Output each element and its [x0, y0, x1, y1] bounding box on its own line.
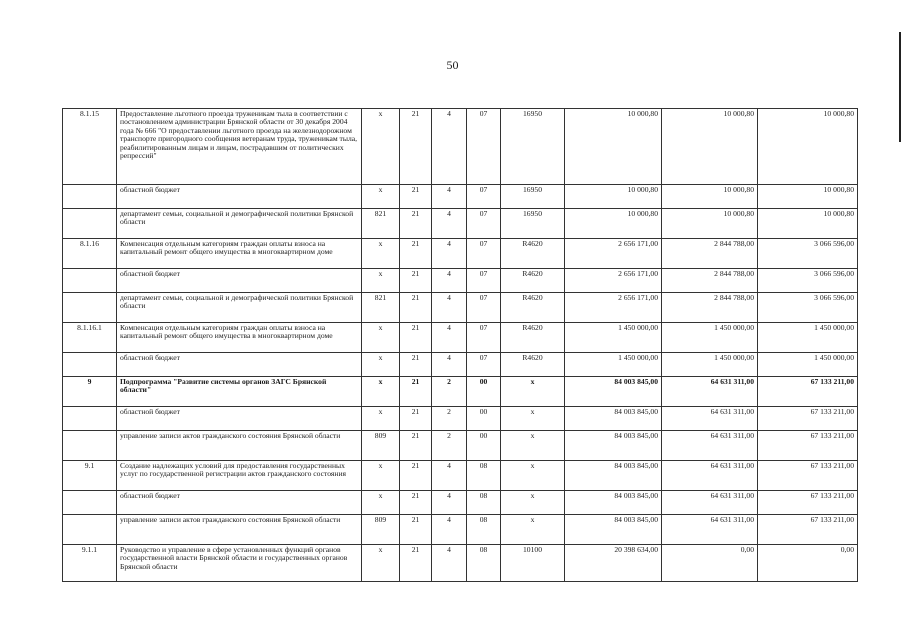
row-code-3: 07 — [467, 269, 501, 293]
row-value-year-1: 10 000,80 — [565, 209, 662, 239]
row-code-1: 21 — [400, 377, 432, 407]
row-code-2: 4 — [432, 269, 467, 293]
row-name: департамент семьи, социальной и демографической политики Брянской области — [117, 209, 362, 239]
row-code-3: 00 — [467, 431, 501, 461]
row-code-2: 4 — [432, 545, 467, 582]
row-code-2: 4 — [432, 323, 467, 353]
row-code-2: 4 — [432, 353, 467, 377]
row-code — [63, 431, 117, 461]
table-row — [63, 461, 858, 491]
row-name: областной бюджет — [117, 407, 362, 431]
table-row — [63, 293, 858, 323]
table-row — [63, 491, 858, 515]
row-code-3: 08 — [467, 461, 501, 491]
row-code-2: 4 — [432, 109, 467, 185]
row-value-year-1: 84 003 845,00 — [565, 491, 662, 515]
row-grbs: x — [362, 377, 400, 407]
row-value-year-3: 67 133 211,00 — [758, 461, 858, 491]
row-grbs: x — [362, 109, 400, 185]
row-code-4: R4620 — [501, 353, 565, 377]
row-code-1: 21 — [400, 545, 432, 582]
row-code: 8.1.16.1 — [63, 323, 117, 353]
row-name: областной бюджет — [117, 353, 362, 377]
row-name: управление записи актов гражданского состояния Брянской области — [117, 515, 362, 545]
row-code-1: 21 — [400, 185, 432, 209]
row-value-year-2: 64 631 311,00 — [662, 461, 758, 491]
row-value-year-2: 10 000,80 — [662, 109, 758, 185]
row-code-4: R4620 — [501, 239, 565, 269]
row-code-3: 07 — [467, 109, 501, 185]
row-grbs: x — [362, 239, 400, 269]
row-value-year-2: 64 631 311,00 — [662, 431, 758, 461]
row-code-3: 08 — [467, 515, 501, 545]
row-code — [63, 491, 117, 515]
row-name: Подпрограмма "Развитие системы органов ЗАГС Брянской области" — [117, 377, 362, 407]
row-value-year-2: 64 631 311,00 — [662, 515, 758, 545]
row-name: Компенсация отдельным категориям граждан оплаты взноса на капитальный ремонт общего имущества в многоквартирном доме — [117, 239, 362, 269]
row-grbs: 821 — [362, 209, 400, 239]
row-code-1: 21 — [400, 239, 432, 269]
row-code-2: 4 — [432, 491, 467, 515]
row-code-2: 2 — [432, 407, 467, 431]
row-code — [63, 515, 117, 545]
row-code-4: x — [501, 407, 565, 431]
row-value-year-3: 67 133 211,00 — [758, 377, 858, 407]
row-value-year-3: 10 000,80 — [758, 109, 858, 185]
row-value-year-2: 10 000,80 — [662, 209, 758, 239]
row-value-year-2: 1 450 000,00 — [662, 323, 758, 353]
row-name: Руководство и управление в сфере установленных функций органов государственной власти Брянской области и государственных органов Брянской области — [117, 545, 362, 582]
row-value-year-2: 2 844 788,00 — [662, 239, 758, 269]
row-value-year-3: 67 133 211,00 — [758, 431, 858, 461]
row-value-year-3: 67 133 211,00 — [758, 407, 858, 431]
row-grbs: x — [362, 323, 400, 353]
row-code-3: 00 — [467, 407, 501, 431]
row-code — [63, 407, 117, 431]
row-code-3: 08 — [467, 491, 501, 515]
row-code-3: 00 — [467, 377, 501, 407]
row-grbs: x — [362, 407, 400, 431]
row-code — [63, 353, 117, 377]
row-value-year-1: 10 000,80 — [565, 109, 662, 185]
row-value-year-2: 0,00 — [662, 545, 758, 582]
row-code-2: 4 — [432, 461, 467, 491]
row-name: управление записи актов гражданского состояния Брянской области — [117, 431, 362, 461]
row-code-4: R4620 — [501, 323, 565, 353]
row-grbs: x — [362, 269, 400, 293]
row-code: 9.1.1 — [63, 545, 117, 582]
row-code-4: R4620 — [501, 293, 565, 323]
row-value-year-1: 84 003 845,00 — [565, 431, 662, 461]
table-body — [63, 109, 858, 582]
row-value-year-1: 10 000,80 — [565, 185, 662, 209]
row-value-year-2: 1 450 000,00 — [662, 353, 758, 377]
row-code-1: 21 — [400, 293, 432, 323]
row-value-year-1: 1 450 000,00 — [565, 353, 662, 377]
table-row — [63, 323, 858, 353]
row-code-2: 4 — [432, 515, 467, 545]
table-row — [63, 377, 858, 407]
row-code-4: 16950 — [501, 209, 565, 239]
row-value-year-1: 84 003 845,00 — [565, 407, 662, 431]
table-row — [63, 185, 858, 209]
row-name: Компенсация отдельным категориям граждан оплаты взноса на капитальный ремонт общего имущества в многоквартирном доме — [117, 323, 362, 353]
row-value-year-1: 1 450 000,00 — [565, 323, 662, 353]
row-value-year-1: 2 656 171,00 — [565, 239, 662, 269]
table-row — [63, 239, 858, 269]
budget-table — [62, 108, 858, 582]
scan-edge-mark — [899, 32, 901, 142]
row-grbs: x — [362, 491, 400, 515]
row-value-year-1: 84 003 845,00 — [565, 515, 662, 545]
row-value-year-3: 10 000,80 — [758, 185, 858, 209]
row-code-1: 21 — [400, 353, 432, 377]
row-code: 9.1 — [63, 461, 117, 491]
row-value-year-2: 2 844 788,00 — [662, 293, 758, 323]
row-code-4: 16950 — [501, 109, 565, 185]
row-code-4: 10100 — [501, 545, 565, 582]
row-grbs: 809 — [362, 431, 400, 461]
row-grbs: x — [362, 545, 400, 582]
row-code-1: 21 — [400, 323, 432, 353]
row-name: областной бюджет — [117, 491, 362, 515]
row-grbs: 821 — [362, 293, 400, 323]
row-name: Предоставление льготного проезда труженикам тыла в соответствии с постановлением администрации Брянской области от 30 декабря 2004 года № 666 "О предоставлении льготного проезда на железнодорожном транспорте пригородного сообщения ветеранам труда, труженикам тыла, реабилитированным лицам и лицам, пострадавшим от политических репрессий" — [117, 109, 362, 185]
row-code: 8.1.15 — [63, 109, 117, 185]
row-code-3: 07 — [467, 185, 501, 209]
row-code-3: 07 — [467, 353, 501, 377]
row-code — [63, 293, 117, 323]
row-code-3: 07 — [467, 239, 501, 269]
row-value-year-3: 10 000,80 — [758, 209, 858, 239]
row-code-4: x — [501, 491, 565, 515]
row-code-1: 21 — [400, 491, 432, 515]
table-row — [63, 109, 858, 185]
row-grbs: x — [362, 353, 400, 377]
row-code — [63, 209, 117, 239]
table-row — [63, 269, 858, 293]
row-code-4: x — [501, 515, 565, 545]
row-value-year-3: 0,00 — [758, 545, 858, 582]
row-code-1: 21 — [400, 209, 432, 239]
page-number: 50 — [446, 58, 459, 72]
row-code-3: 07 — [467, 293, 501, 323]
row-code-2: 2 — [432, 431, 467, 461]
table-row — [63, 407, 858, 431]
row-code-4: x — [501, 461, 565, 491]
row-value-year-2: 64 631 311,00 — [662, 377, 758, 407]
row-value-year-2: 64 631 311,00 — [662, 491, 758, 515]
row-grbs: 809 — [362, 515, 400, 545]
table-row — [63, 209, 858, 239]
row-code-2: 4 — [432, 239, 467, 269]
row-value-year-3: 3 066 596,00 — [758, 293, 858, 323]
row-value-year-3: 67 133 211,00 — [758, 515, 858, 545]
row-value-year-3: 3 066 596,00 — [758, 239, 858, 269]
row-code-4: 16950 — [501, 185, 565, 209]
row-value-year-2: 64 631 311,00 — [662, 407, 758, 431]
row-value-year-2: 10 000,80 — [662, 185, 758, 209]
table-row — [63, 353, 858, 377]
row-value-year-2: 2 844 788,00 — [662, 269, 758, 293]
table-row — [63, 515, 858, 545]
row-grbs: x — [362, 461, 400, 491]
row-code-1: 21 — [400, 269, 432, 293]
row-code-2: 4 — [432, 293, 467, 323]
row-code — [63, 269, 117, 293]
row-code-2: 4 — [432, 185, 467, 209]
row-code: 9 — [63, 377, 117, 407]
row-code-4: x — [501, 377, 565, 407]
row-code-4: R4620 — [501, 269, 565, 293]
row-code-2: 2 — [432, 377, 467, 407]
row-code-1: 21 — [400, 109, 432, 185]
row-value-year-1: 2 656 171,00 — [565, 293, 662, 323]
row-value-year-3: 3 066 596,00 — [758, 269, 858, 293]
row-value-year-3: 1 450 000,00 — [758, 323, 858, 353]
row-code-3: 07 — [467, 323, 501, 353]
row-code-3: 08 — [467, 545, 501, 582]
row-code-2: 4 — [432, 209, 467, 239]
row-code: 8.1.16 — [63, 239, 117, 269]
row-value-year-1: 2 656 171,00 — [565, 269, 662, 293]
row-value-year-1: 84 003 845,00 — [565, 461, 662, 491]
row-code-1: 21 — [400, 431, 432, 461]
row-name: областной бюджет — [117, 185, 362, 209]
row-value-year-1: 84 003 845,00 — [565, 377, 662, 407]
row-code-4: x — [501, 431, 565, 461]
row-code-1: 21 — [400, 461, 432, 491]
row-grbs: x — [362, 185, 400, 209]
row-code-1: 21 — [400, 407, 432, 431]
row-name: департамент семьи, социальной и демографической политики Брянской области — [117, 293, 362, 323]
row-value-year-1: 20 398 634,00 — [565, 545, 662, 582]
row-code — [63, 185, 117, 209]
row-code-3: 07 — [467, 209, 501, 239]
row-value-year-3: 67 133 211,00 — [758, 491, 858, 515]
row-value-year-3: 1 450 000,00 — [758, 353, 858, 377]
row-code-1: 21 — [400, 515, 432, 545]
table-row — [63, 431, 858, 461]
row-name: Создание надлежащих условий для предоставления государственных услуг по государственной регистрации актов гражданского состояния — [117, 461, 362, 491]
row-name: областной бюджет — [117, 269, 362, 293]
table-row — [63, 545, 858, 582]
